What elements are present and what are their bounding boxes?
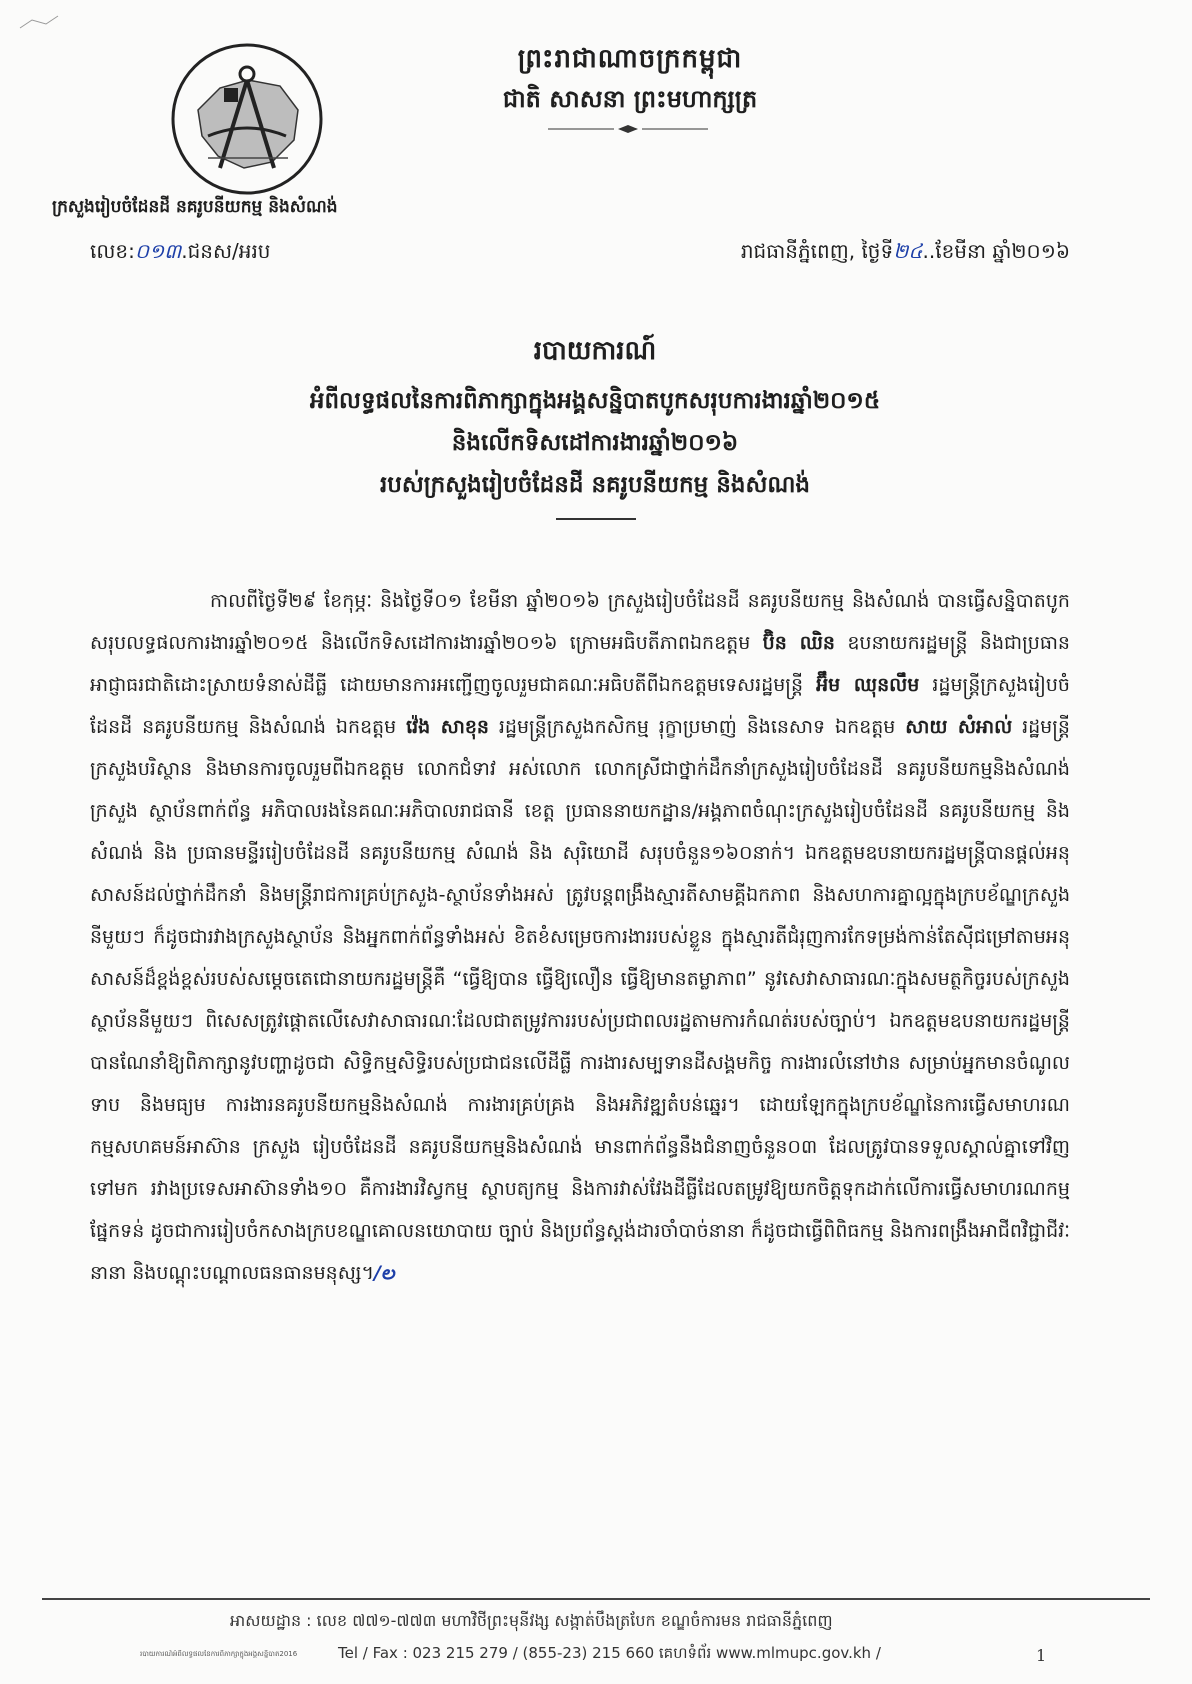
footer-file-note: របាយការណ៍អំពីលទ្ធផលនៃការពិភាក្សាក្នុងអង្គសន្និបាត2016 (140, 1650, 298, 1658)
title-line-1: អំពីលទ្ធផលនៃការពិភាក្សាក្នុងអង្គសន្និបាតបូកសរុបការងារឆ្នាំ២០១៥ (309, 387, 881, 414)
reference-number (90, 238, 390, 268)
official-name-4: សាយ សំអាល់ (905, 716, 1013, 738)
date-suffix: ..ខែមីនា ឆ្នាំ២០១៦ (922, 239, 1070, 263)
official-name-3: វ៉េង សាខុន (406, 716, 489, 738)
ref-prefix: លេខ: (90, 239, 135, 263)
ministry-logo (168, 40, 326, 198)
body-part-1: កាលពីថ្ងៃទី២៩ ខែកុម្ភៈ និងថ្ងៃទី០១ ខែមីនា ឆ្នាំ២០១៦ ក្រសួងរៀបចំដែនដី នគរូបនីយកម្ម និងសំណង់ បានធ្វើសន្និបាតបូកសរុបលទ្ធផលការងារឆ្នាំ២០១៥ និងលើកទិសដៅការងារឆ្នាំ២០១៦ ក្រោមអធិបតីភាពឯកឧត្តម (90, 590, 1070, 654)
motto-ornament (548, 124, 708, 134)
body-part-2: ឧបនាយករដ្ឋមន្ត្រី និងជាប្រធានអាជ្ញាធរជាតិដោះស្រាយទំនាស់ដីធ្លី ដោយមានការអញ្ជើញចូលរួមជាគណៈអធិបតីពីឯកឧត្តមទេសរដ្ឋមន្ត្រី (90, 632, 1070, 696)
kingdom-heading: ព្រះរាជាណាចក្រកម្ពុជា (517, 44, 743, 74)
report-body (90, 580, 1070, 1590)
scan-artifact (18, 10, 78, 40)
official-name-1: ប៊ិន ឈិន (762, 632, 835, 654)
national-motto: ជាតិ សាសនា ព្រះមហាក្សត្រ (502, 84, 758, 113)
footer-contact: Tel / Fax : 023 215 279 / (855-23) 215 660 គេហទំព័រ www.mlmupc.gov.kh / (338, 1644, 881, 1662)
page-number: 1 (1036, 1646, 1047, 1665)
title-line-2: និងលើកទិសដៅការងារឆ្នាំ២០១៦ (451, 429, 739, 456)
date-handwritten: ២៤ (893, 239, 923, 263)
continuation-mark: /ల (374, 1262, 395, 1284)
title-line-3: របស់ក្រសួងរៀបចំដែនដី នគរូបនីយកម្ម និងសំណង់ (379, 471, 811, 498)
document-date (650, 238, 1070, 268)
report-title (160, 330, 1030, 506)
body-part-4: រដ្ឋមន្ត្រីក្រសួងកសិកម្ម រុក្ខាប្រមាញ់ និងនេសាទ ឯកឧត្តម (498, 716, 896, 738)
ministry-name: ក្រសួងរៀបចំដែនដី នគរូបនីយកម្ម និងសំណង់ (52, 197, 338, 217)
title-divider (556, 518, 636, 520)
body-part-5: រដ្ឋមន្ត្រីក្រសួងបរិស្ថាន និងមានការចូលរួមពីឯកឧត្តម លោកជំទាវ អស់លោក លោកស្រីជាថ្នាក់ដឹកនាំក្រសួងរៀបចំដែនដី នគរូបនីយកម្មនិងសំណង់ ក្រសួង ស្ថាប័នពាក់ព័ន្ធ អភិបាលរងនៃគណៈអភិបាលរាជធានី ខេត្ត ប្រធាននាយកដ្ឋាន/អង្គភាពចំណុះក្រសួងរៀបចំដែនដី នគរូបនីយកម្ម និងសំណង់ និង ប្រធានមន្ទីររៀបចំដែនដី នគរូបនីយកម្ម សំណង់ និង សុរិយោដី សរុបចំនួន១៦០នាក់។ ឯកឧត្តមឧបនាយករដ្ឋមន្ត្រីបានផ្តល់អនុសាសន៍ដល់ថ្នាក់ដឹកនាំ និងមន្ត្រីរាជការគ្រប់ក្រសួង-ស្ថាប័នទាំងអស់ ត្រូវបន្តពង្រឹងស្មារតីសាមគ្គីឯកភាព និងសហការគ្នាល្អក្នុងក្របខ័ណ្ឌក្រសួងនីមួយៗ ក៏ដូចជារវាងក្រសួងស្ថាប័ន និងអ្នកពាក់ព័ន្ធទាំងអស់ ខិតខំសម្រេចការងាររបស់ខ្លួន ក្នុងស្មារតីជំរុញការកែទម្រង់កាន់តែស៊ីជម្រៅតាមអនុសាសន៍ដ៏ខ្ពង់ខ្ពស់របស់សម្តេចតេជោនាយករដ្ឋមន្ត្រីគឺ “ធ្វើឱ្យបាន ធ្វើឱ្យលឿន ធ្វើឱ្យមានតម្លាភាព” នូវសេវាសាធារណៈក្នុងសមត្ថកិច្ចរបស់ក្រសួងស្ថាប័ននីមួយៗ ពិសេសត្រូវផ្តោតលើសេវាសាធារណៈដែលជាតម្រូវការរបស់ប្រជាពលរដ្ឋតាមការកំណត់របស់ច្បាប់។ ឯកឧត្តមឧបនាយករដ្ឋមន្ត្រីបានណែនាំឱ្យពិភាក្សានូវបញ្ហាដូចជា សិទ្ធិកម្មសិទ្ធិរបស់ប្រជាជនលើដីធ្លី ការងារសម្បទានដីសង្គមកិច្ច ការងារលំនៅឋាន សម្រាប់អ្នកមានចំណូលទាប និងមធ្យម ការងារនគរូបនីយកម្មនិងសំណង់ ការងារគ្រប់គ្រង និងអភិវឌ្ឍតំបន់ឆ្នេរ។ ដោយឡែកក្នុងក្របខ័ណ្ឌនៃការធ្វើសមាហរណកម្មសហគមន៍អាស៊ាន ក្រសួង រៀបចំដែនដី នគរូបនីយកម្មនិងសំណង់ មានពាក់ព័ន្ធនឹងជំនាញចំនួន០៣ ដែលត្រូវបានទទួលស្គាល់គ្នាទៅវិញទៅមក រវាងប្រទេសអាស៊ានទាំង១០ គឺការងារវិស្វកម្ម ស្ថាបត្យកម្ម និងការវាស់វែងដីធ្លីដែលតម្រូវឱ្យយកចិត្តទុកដាក់លើការធ្វើសមាហរណកម្មផ្នែកទន់ ដូចជាការរៀបចំកសាងក្របខណ្ឌគោលនយោបាយ ច្បាប់ និងប្រព័ន្ធស្តង់ដារចាំបាច់នានា ក៏ដូចជាធ្វើពិពិធកម្ម និងការពង្រឹងអាជីពវិជ្ជាជីវៈនានា និងបណ្តុះបណ្តាលធនធានមនុស្ស។ (90, 716, 1070, 1284)
ref-suffix: .ជនស/អរប (181, 239, 271, 263)
ref-handwritten: ០១៣ (134, 239, 182, 263)
title-main: របាយការណ៍ (533, 336, 657, 366)
date-prefix: រាជធានីភ្នំពេញ, ថ្ងៃទី (740, 239, 894, 263)
footer-address: អាសយដ្ឋាន : លេខ ៧៧១-៧៧៣ មហាវិថីព្រះមុនីវង្ស សង្កាត់បឹងត្របែក ខណ្ឌចំការមន រាជធានីភ្នំពេញ (230, 1611, 833, 1630)
official-name-2: អ៊ឹម ឈុនលឹម (816, 674, 920, 696)
footer-divider (42, 1598, 1150, 1600)
body-part-3: រដ្ឋមន្ត្រីក្រសួងរៀបចំដែនដី នគរូបនីយកម្ម និងសំណង់ ឯកឧត្តម (90, 674, 1070, 738)
